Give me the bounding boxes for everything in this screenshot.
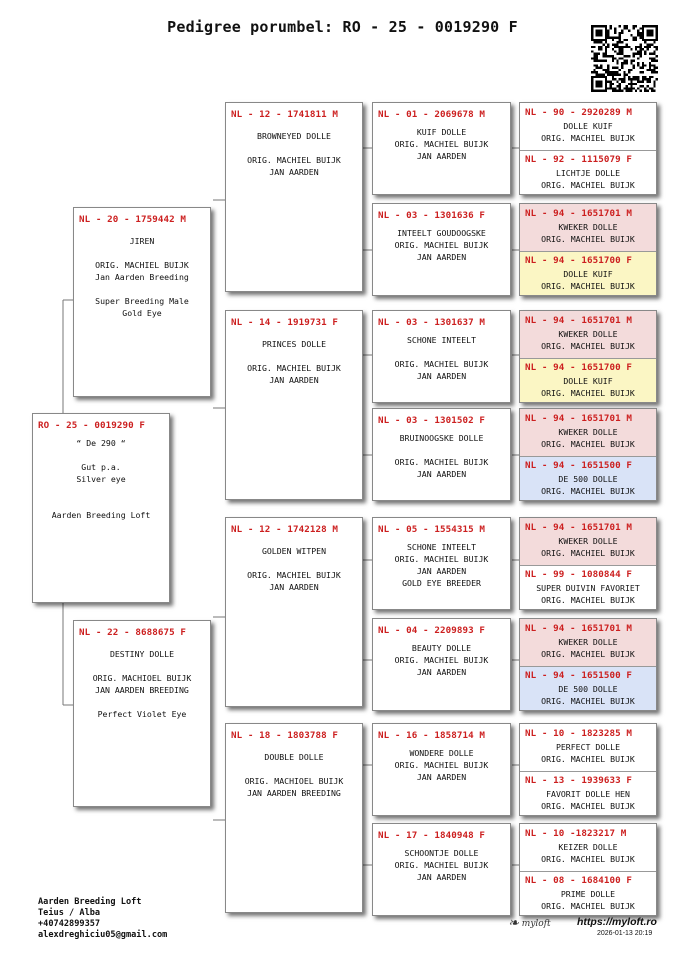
- ancestor-card[interactable]: [520, 565, 656, 611]
- line-spacer: [375, 346, 508, 358]
- pigeon-details: [373, 535, 510, 589]
- pigeon-info-line: ORIG. MACHIEL BUIJK: [247, 155, 341, 165]
- ancestor-pair-card: [519, 102, 657, 195]
- pigeon-details: [226, 120, 362, 178]
- ring-number: NL - 17 - 1840948 F: [378, 830, 485, 841]
- pigeon-info-line: BRUINOOGSKE DOLLE: [399, 433, 484, 443]
- divider: [520, 771, 656, 772]
- pigeon-details: [226, 535, 362, 593]
- pigeon-info-line: Gut p.a.: [81, 462, 121, 472]
- breeder-email: alexdreghiciu05@gmail.com: [38, 930, 168, 940]
- ring-number: NL - 03 - 1301637 M: [378, 317, 485, 328]
- great-grandparent-card[interactable]: [372, 618, 511, 711]
- pigeon-details: [520, 886, 656, 912]
- pigeon-info-line: ORIG. MACHIEL BUIJK: [541, 234, 635, 244]
- pigeon-info-line: ORIG. MACHIEL BUIJK: [541, 179, 635, 190]
- great-grandparent-card[interactable]: [372, 823, 511, 916]
- pigeon-info-line: ORIG. MACHIEL BUIJK: [541, 754, 635, 764]
- divider: [520, 150, 656, 151]
- ring-number: NL - 10 - 1823285 M: [525, 728, 632, 739]
- line-spacer: [76, 660, 208, 672]
- ring-number: NL - 94 - 1651701 M: [525, 315, 632, 326]
- grandparent-card[interactable]: [225, 517, 363, 707]
- line-spacer: [228, 557, 360, 569]
- great-grandparent-card[interactable]: [372, 723, 511, 816]
- pigeon-info-line: INTEELT GOUDOOGSKE: [397, 228, 486, 238]
- ring-number: NL - 13 - 1939633 F: [525, 774, 632, 786]
- ancestor-card[interactable]: [520, 311, 656, 358]
- pigeon-details: [520, 533, 656, 559]
- pigeon-details: [520, 266, 656, 292]
- ring-number: NL - 94 - 1651701 M: [525, 208, 632, 219]
- line-spacer: [35, 485, 167, 497]
- pigeon-info-line: DESTINY DOLLE: [109, 649, 175, 659]
- line-spacer: [228, 763, 360, 775]
- pigeon-details: [373, 221, 510, 263]
- divider: [520, 456, 656, 457]
- pigeon-info-line: JIREN: [129, 236, 155, 246]
- pigeon-info-line: ORIG. MACHIEL BUIJK: [394, 760, 489, 770]
- ancestor-pair-card: [519, 203, 657, 296]
- pigeon-info-line: KWEKER DOLLE: [558, 536, 618, 546]
- divider: [520, 358, 656, 359]
- pigeon-details: [520, 326, 656, 352]
- pigeon-details: [373, 841, 510, 883]
- pigeon-info-line: DOLLE KUIF: [563, 375, 613, 386]
- pigeon-details: [373, 328, 510, 382]
- ancestor-card[interactable]: [520, 150, 656, 196]
- line-spacer: [375, 444, 508, 456]
- ring-number: NL - 18 - 1803788 F: [231, 730, 338, 741]
- pigeon-info-line: KUIF DOLLE: [416, 127, 467, 137]
- pigeon-info-line: DE 500 DOLLE: [558, 473, 618, 484]
- ring-number: NL - 16 - 1858714 M: [378, 730, 485, 741]
- ancestor-card[interactable]: [520, 251, 656, 297]
- breeder-location: Teius / Alba: [38, 908, 101, 918]
- ring-number: NL - 94 - 1651701 M: [525, 522, 632, 533]
- divider: [520, 871, 656, 872]
- pigeon-details: [373, 426, 510, 480]
- pigeon-info-line: ORIG. MACHIEL BUIJK: [541, 387, 635, 398]
- pigeon-info-line: ORIG. MACHIEL BUIJK: [541, 900, 635, 911]
- pigeon-info-line: KWEKER DOLLE: [558, 222, 618, 232]
- ancestor-card[interactable]: [520, 358, 656, 404]
- great-grandparent-card[interactable]: [372, 517, 511, 610]
- pigeon-info-line: Silver eye: [76, 474, 126, 484]
- pigeon-info-line: ORIG. MACHIOEL BUIJK: [92, 673, 192, 683]
- ancestor-pair-card: [519, 310, 657, 403]
- divider: [520, 666, 656, 667]
- pigeon-info-line: ORIG. MACHIEL BUIJK: [541, 854, 635, 864]
- pigeon-info-line: JAN AARDEN: [269, 167, 319, 177]
- ring-number: NL - 94 - 1651700 F: [525, 361, 632, 373]
- ring-number: NL - 12 - 1742128 M: [231, 524, 338, 535]
- pigeon-icon: ❧: [508, 916, 519, 931]
- ring-number: NL - 03 - 1301636 F: [378, 210, 485, 221]
- pigeon-info-line: GOLDEN WITPEN: [261, 546, 327, 556]
- pigeon-info-line: SCHONE INTEELT: [406, 542, 476, 552]
- breeder-contact: [38, 897, 167, 941]
- line-spacer: [76, 283, 208, 295]
- line-spacer: [35, 497, 167, 509]
- pigeon-info-line: JAN AARDEN: [269, 375, 319, 385]
- pigeon-info-line: “ De 290 “: [76, 438, 126, 448]
- pigeon-info-line: DOLLE KUIF: [563, 121, 613, 131]
- pigeon-info-line: JAN AARDEN: [416, 667, 467, 677]
- pigeon-info-line: FAVORIT DOLLE HEN: [546, 788, 630, 799]
- pigeon-details: [373, 636, 510, 678]
- timestamp: 2026-01-13 20:19: [597, 930, 653, 937]
- pigeon-info-line: BEAUTY DOLLE: [411, 643, 472, 653]
- pigeon-details: [226, 741, 362, 799]
- pigeon-info-line: ORIG. MACHIEL BUIJK: [541, 800, 635, 811]
- ancestor-pair-card: [519, 823, 657, 916]
- ring-number: NL - 03 - 1301502 F: [378, 415, 485, 426]
- subject-pigeon-card[interactable]: [32, 413, 170, 603]
- pigeon-info-line: PRINCES DOLLE: [261, 339, 327, 349]
- line-spacer: [76, 696, 208, 708]
- pigeon-details: [520, 786, 656, 812]
- dam-card[interactable]: [73, 620, 211, 807]
- pigeon-info-line: ORIG. MACHIEL BUIJK: [394, 554, 489, 564]
- pigeon-details: [520, 580, 656, 606]
- pigeon-info-line: BROWNEYED DOLLE: [257, 131, 331, 141]
- pigeon-info-line: Aarden Breeding Loft: [51, 510, 151, 520]
- pigeon-info-line: JAN AARDEN BREEDING: [247, 788, 341, 798]
- pigeon-info-line: ORIG. MACHIEL BUIJK: [95, 260, 189, 270]
- ancestor-pair-card: [519, 618, 657, 711]
- ring-number: NL - 12 - 1741811 M: [231, 109, 338, 120]
- pigeon-info-line: JAN AARDEN BREEDING: [95, 685, 189, 695]
- pigeon-info-line: JAN AARDEN: [416, 151, 467, 161]
- great-grandparent-card[interactable]: [372, 102, 511, 195]
- pigeon-info-line: ORIG. MACHIEL BUIJK: [394, 240, 489, 250]
- pigeon-details: [520, 424, 656, 450]
- pigeon-info-line: ORIG. MACHIEL BUIJK: [394, 655, 489, 665]
- pigeon-info-line: DE 500 DOLLE: [558, 683, 618, 694]
- pigeon-info-line: SCHOONTJE DOLLE: [404, 848, 479, 858]
- line-spacer: [228, 350, 360, 362]
- pigeon-info-line: JAN AARDEN: [416, 872, 467, 882]
- pigeon-details: [520, 373, 656, 399]
- pigeon-info-line: JAN AARDEN: [416, 371, 467, 381]
- line-spacer: [76, 247, 208, 259]
- pigeon-info-line: ORIG. MACHIEL BUIJK: [541, 485, 635, 496]
- pigeon-info-line: PERFECT DOLLE: [555, 742, 621, 752]
- ancestor-card[interactable]: [520, 619, 656, 666]
- ancestor-card[interactable]: [520, 456, 656, 502]
- pigeon-info-line: JAN AARDEN: [269, 582, 319, 592]
- ancestor-card[interactable]: [520, 871, 656, 917]
- pigeon-info-line: ORIG. MACHIEL BUIJK: [247, 570, 341, 580]
- pigeon-info-line: SCHONE INTEELT: [406, 335, 476, 345]
- website-link[interactable]: https://myloft.ro: [577, 916, 657, 928]
- pigeon-info-line: ORIG. MACHIEL BUIJK: [541, 695, 635, 706]
- grandparent-card[interactable]: [225, 102, 363, 292]
- pigeon-details: [520, 165, 656, 191]
- breeder-name: Aarden Breeding Loft: [38, 897, 142, 907]
- great-grandparent-card[interactable]: [372, 408, 511, 501]
- breeder-phone: +40742899357: [38, 919, 101, 929]
- pigeon-details: [33, 431, 169, 521]
- ancestor-card[interactable]: [520, 409, 656, 456]
- ring-number: NL - 94 - 1651701 M: [525, 623, 632, 634]
- pigeon-info-line: ORIG. MACHIEL BUIJK: [541, 548, 635, 558]
- pigeon-info-line: JAN AARDEN: [416, 252, 467, 262]
- pigeon-info-line: ORIG. MACHIEL BUIJK: [394, 139, 489, 149]
- page-title: Pedigree porumbel: RO - 25 - 0019290 F: [167, 18, 518, 36]
- ancestor-card[interactable]: [520, 103, 656, 150]
- ring-number: NL - 14 - 1919731 F: [231, 317, 338, 328]
- ancestor-pair-card: [519, 517, 657, 610]
- pigeon-details: [520, 839, 656, 865]
- great-grandparent-card[interactable]: [372, 310, 511, 403]
- pigeon-details: [226, 328, 362, 386]
- pigeon-info-line: ORIG. MACHIEL BUIJK: [541, 439, 635, 449]
- pigeon-info-line: JAN AARDEN: [416, 772, 467, 782]
- pigeon-info-line: Perfect Violet Eye: [97, 709, 187, 719]
- pigeon-info-line: ORIG. MACHIEL BUIJK: [394, 860, 489, 870]
- qr-code: [591, 25, 658, 92]
- pigeon-info-line: WONDERE DOLLE: [409, 748, 474, 758]
- pigeon-details: [520, 118, 656, 144]
- ancestor-card[interactable]: [520, 824, 656, 871]
- myloft-logo: [508, 916, 551, 931]
- pigeon-info-line: ORIG. MACHIEL BUIJK: [541, 133, 635, 143]
- pigeon-info-line: Gold Eye: [122, 308, 162, 318]
- ancestor-card[interactable]: [520, 518, 656, 565]
- divider: [520, 565, 656, 566]
- pigeon-info-line: PRIME DOLLE: [560, 888, 616, 899]
- pigeon-details: [373, 741, 510, 783]
- sire-card[interactable]: [73, 207, 211, 397]
- pigeon-details: [520, 219, 656, 245]
- pigeon-info-line: SUPER DUIVIN FAVORIET: [536, 582, 640, 593]
- ancestor-card[interactable]: [520, 724, 656, 771]
- pigeon-details: [520, 681, 656, 707]
- pigeon-info-line: ORIG. MACHIEL BUIJK: [541, 649, 635, 659]
- pigeon-info-line: KWEKER DOLLE: [558, 637, 618, 647]
- pigeon-info-line: JAN AARDEN: [416, 566, 467, 576]
- ancestor-card[interactable]: [520, 771, 656, 817]
- ring-number: NL - 08 - 1684100 F: [525, 874, 632, 886]
- ring-number: NL - 22 - 8688675 F: [79, 627, 186, 638]
- pigeon-info-line: DOLLE KUIF: [563, 268, 613, 279]
- divider: [520, 251, 656, 252]
- ring-number: NL - 92 - 1115079 F: [525, 153, 632, 165]
- pigeon-details: [373, 120, 510, 162]
- pigeon-info-line: KWEKER DOLLE: [558, 427, 618, 437]
- grandparent-card[interactable]: [225, 723, 363, 913]
- pigeon-info-line: ORIG. MACHIEL BUIJK: [541, 594, 635, 605]
- line-spacer: [228, 142, 360, 154]
- pigeon-info-line: ORIG. MACHIEL BUIJK: [394, 359, 489, 369]
- pigeon-details: [520, 739, 656, 765]
- pigeon-info-line: KWEKER DOLLE: [558, 329, 618, 339]
- ring-number: NL - 05 - 1554315 M: [378, 524, 485, 535]
- pigeon-info-line: LICHTJE DOLLE: [555, 167, 621, 178]
- ring-number: NL - 01 - 2069678 M: [378, 109, 485, 120]
- ring-number: NL - 94 - 1651500 F: [525, 459, 632, 471]
- logo-text: myloft: [521, 919, 551, 929]
- pigeon-info-line: Super Breeding Male: [95, 296, 189, 306]
- pigeon-info-line: GOLD EYE BREEDER: [402, 578, 481, 588]
- pigeon-info-line: ORIG. MACHIEL BUIJK: [247, 363, 341, 373]
- pigeon-info-line: ORIG. MACHIEL BUIJK: [394, 457, 489, 467]
- ancestor-card[interactable]: [520, 204, 656, 251]
- line-spacer: [35, 449, 167, 461]
- pigeon-info-line: ORIG. MACHIOEL BUIJK: [244, 776, 344, 786]
- ancestor-card[interactable]: [520, 666, 656, 712]
- pigeon-info-line: DOUBLE DOLLE: [264, 752, 324, 762]
- ring-number: NL - 94 - 1651700 F: [525, 254, 632, 266]
- ring-number: NL - 99 - 1080844 F: [525, 568, 632, 580]
- ancestor-pair-card: [519, 723, 657, 816]
- ring-number: NL - 94 - 1651701 M: [525, 413, 632, 424]
- great-grandparent-card[interactable]: [372, 203, 511, 296]
- pigeon-details: [520, 634, 656, 660]
- ancestor-pair-card: [519, 408, 657, 501]
- pigeon-details: [520, 471, 656, 497]
- pigeon-info-line: ORIG. MACHIEL BUIJK: [541, 341, 635, 351]
- ring-number: RO - 25 - 0019290 F: [38, 420, 145, 431]
- ring-number: NL - 94 - 1651500 F: [525, 669, 632, 681]
- pigeon-details: [74, 638, 210, 720]
- pigeon-info-line: ORIG. MACHIEL BUIJK: [541, 280, 635, 291]
- ring-number: NL - 90 - 2920289 M: [525, 107, 632, 118]
- pigeon-info-line: JAN AARDEN: [416, 469, 467, 479]
- pigeon-info-line: Jan Aarden Breeding: [95, 272, 189, 282]
- pigeon-info-line: KEIZER DOLLE: [558, 842, 618, 852]
- grandparent-card[interactable]: [225, 310, 363, 500]
- pigeon-details: [74, 225, 210, 319]
- ring-number: NL - 10 -1823217 M: [525, 828, 627, 839]
- ring-number: NL - 04 - 2209893 F: [378, 625, 485, 636]
- ring-number: NL - 20 - 1759442 M: [79, 214, 186, 225]
